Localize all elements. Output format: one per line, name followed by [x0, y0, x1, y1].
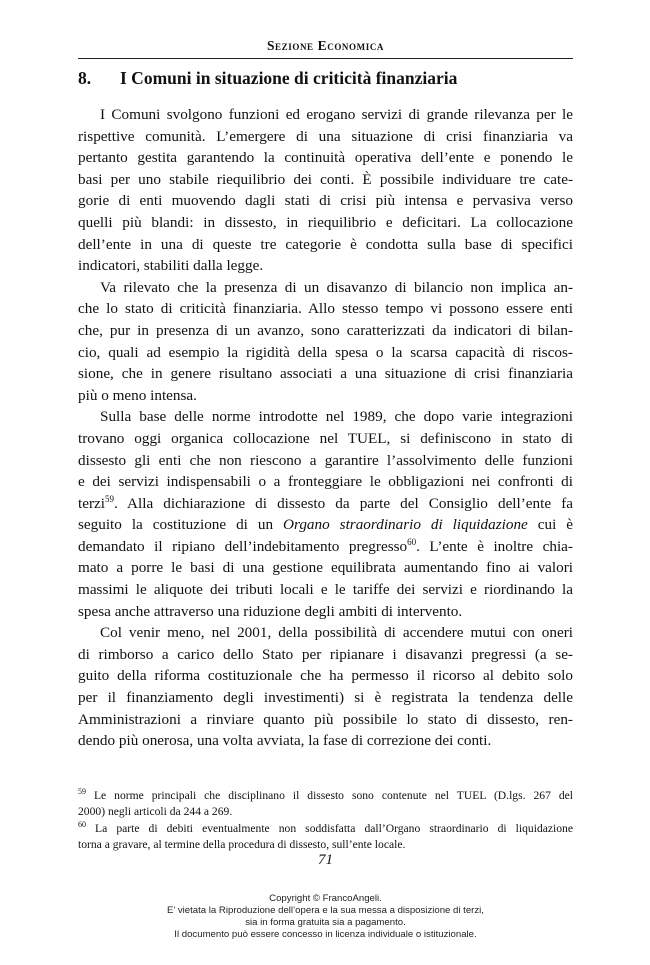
footnote-text: La parte di debiti eventualmente non soddisfatta dall’Organo straordinario di liquidazione	[86, 821, 573, 835]
footnote-number: 59	[78, 787, 86, 797]
body-text	[78, 104, 573, 752]
text-line	[78, 536, 573, 558]
footnote-number: 60	[78, 819, 86, 829]
footnote-reference[interactable]: 59	[104, 493, 114, 504]
text-line: di rimborso a carico dello Stato per ripianare i disavanzi pregressi (a se-	[78, 645, 573, 663]
text-line: per il finanziamento degli investimenti) si è registrata la tendenza delle	[78, 689, 573, 707]
footnote-reference[interactable]: 60	[407, 536, 417, 547]
text-line: gorie di enti muovendo dagli stati di crisi più intensa e pervasiva verso	[78, 192, 573, 210]
text-line: dendo più onerosa, una volta avviata, la fase di correzione dei conti.	[78, 732, 492, 750]
text-fragment: cui è	[527, 516, 573, 534]
text-line: più o meno intensa.	[78, 386, 197, 404]
section-title: I Comuni in situazione di criticità finanziaria	[120, 68, 458, 88]
section-heading	[78, 68, 457, 89]
text-line: che, pur in presenza di un avanzo, sono caratterizzati da indicatori di bilan-	[78, 321, 573, 339]
paragraph	[78, 277, 573, 407]
footnotes	[78, 788, 573, 854]
copyright-notice	[78, 893, 573, 941]
text-line	[78, 493, 573, 515]
footnote-line: 2000) negli articoli da 244 a 269.	[78, 805, 233, 819]
text-line: trovano oggi organica collocazione nel TUEL, si definiscono in stato di	[78, 429, 573, 447]
text-line: cio, quali ad esempio la rigidità della spesa o la scarsa capacità di riscos-	[78, 343, 573, 361]
section-number: 8.	[78, 68, 92, 88]
text-line: e dei servizi indispensabili o a fronteggiare le obbligazioni nei confronti di	[78, 473, 573, 491]
page-number: 71	[318, 852, 333, 868]
copyright-line: Copyright © FrancoAngeli.	[269, 893, 382, 904]
text-line: Sulla base delle norme introdotte nel 1989, che dopo varie integrazioni	[100, 408, 573, 426]
footnote-text: Le norme principali che disciplinano il dissesto sono contenute nel TUEL (D.lgs. 267 del	[86, 789, 573, 802]
text-fragment: seguito la costituzione di un	[78, 516, 284, 534]
text-line: quelli più blandi: in dissesto, in riequilibrio e deficitari. La collocazione	[78, 213, 573, 231]
text-line: guito della riforma costituzionale che ha permesso il ricorso al debito solo	[78, 667, 573, 685]
copyright-line: sia in forma gratuita sia a pagamento.	[245, 917, 406, 928]
text-fragment: demandato il ripiano dell’indebitamento pregresso	[78, 537, 408, 555]
text-fragment: . Alla dichiarazione di dissesto da parte del Consiglio dell’ente fa	[113, 494, 573, 512]
text-line: Va rilevato che la presenza di un disavanzo di bilancio non implica an-	[100, 278, 573, 296]
text-line: basi per uno stabile riequilibrio dei conti. È possibile individuare tre cate-	[78, 170, 573, 188]
footnote-line	[78, 788, 573, 804]
text-line	[78, 514, 573, 536]
footnote-line	[78, 821, 573, 837]
text-fragment: . L’ente è inoltre chia-	[416, 537, 573, 555]
text-line: dissesto gli enti che non riescono a garantire l’assolvimento delle funzioni	[78, 451, 573, 469]
text-line: Amministrazioni a rinviare quanto più possibile lo stato di dissesto, ren-	[78, 710, 573, 728]
text-line: massimi le aliquote dei tributi locali e le tariffe dei servizi e riordinando la	[78, 581, 573, 599]
text-line: che lo stato di criticità finanziaria. Allo stesso tempo vi possono essere enti	[78, 300, 573, 318]
text-line: pertanto gestita garantendo la continuità operativa dell’ente e ponendo le	[78, 149, 573, 167]
text-line: sione, che in genere risultano associati a una situazione di crisi finanziaria	[78, 365, 573, 383]
text-line: mato a porre le basi di una gestione equilibrata aumentando fino ai valori	[78, 559, 573, 577]
paragraph	[78, 622, 573, 752]
copyright-line: E’ vietata la Riproduzione dell’opera e la sua messa a disposizione di terzi,	[167, 905, 484, 916]
text-line: Col venir meno, nel 2001, della possibilità di accendere mutui con oneri	[100, 624, 573, 642]
text-fragment: terzi	[78, 494, 105, 512]
emphasized-term: Organo straordinario di liquidazione	[283, 516, 528, 534]
footnote-line: torna a gravare, al termine della procedura di dissesto, sull’ente locale.	[78, 838, 406, 852]
text-line: I Comuni svolgono funzioni ed erogano servizi di grande rilevanza per le	[100, 106, 573, 123]
text-line: indicatori, stabiliti dalla legge.	[78, 257, 264, 275]
copyright-line: Il documento può essere concesso in licenza individuale o istituzionale.	[174, 929, 477, 940]
text-line: spesa anche attraverso una riduzione degli ambiti di intervento.	[78, 602, 463, 620]
paragraph	[78, 406, 573, 622]
paragraph	[78, 104, 573, 277]
running-header: Sezione Economica	[266, 38, 385, 53]
text-line: dell’ente in una di queste tre categorie è condotta sulla base di specifici	[78, 235, 573, 253]
text-line: rispettive comunità. L’emergere di una situazione di crisi finanziaria va	[78, 127, 573, 145]
header-rule	[78, 58, 573, 59]
